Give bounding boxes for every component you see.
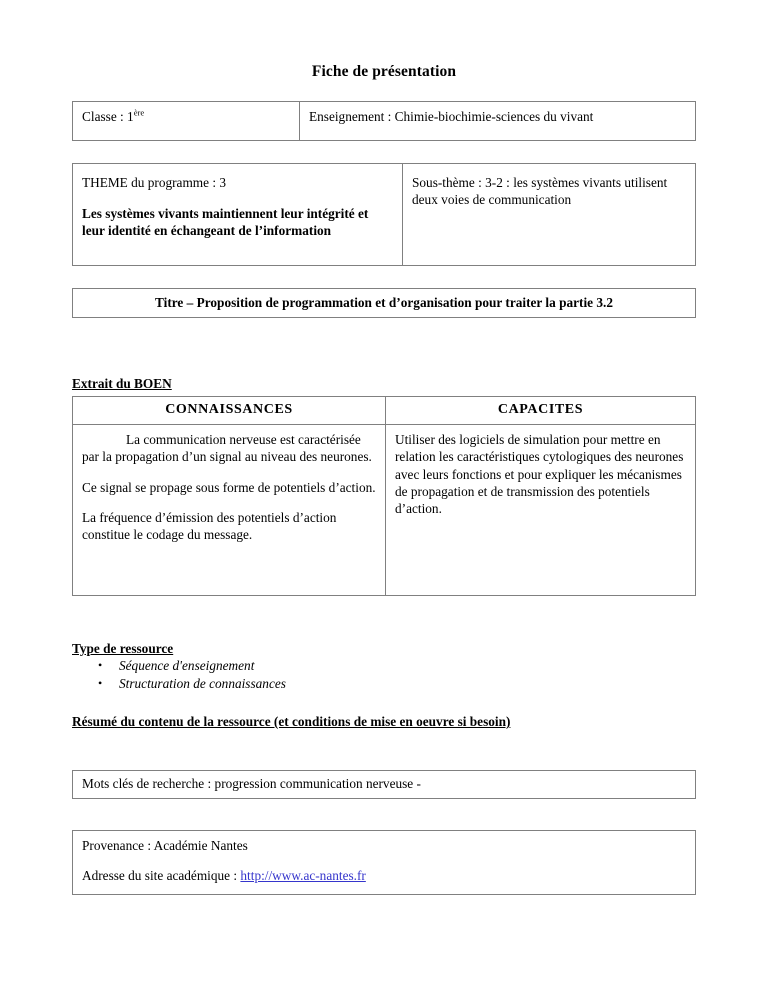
classe-label: Classe : 1: [82, 109, 134, 124]
column-header-connaissances: CONNAISSANCES: [73, 397, 386, 425]
mots-cles-text: Mots clés de recherche : progression communication nerveuse -: [82, 776, 421, 791]
theme-cell: [73, 164, 403, 266]
titre-text: Titre – Proposition de programmation et d’organisation pour traiter la partie 3.2: [155, 295, 613, 310]
titre-box: [72, 288, 696, 318]
connaissance-paragraph: La fréquence d’émission des potentiels d’action constitue le codage du message.: [82, 509, 337, 543]
connaissance-paragraph: La communication nerveuse est caractérisée par la propagation d’un signal au niveau des neurones.: [82, 432, 372, 465]
mots-cles-box: [72, 770, 696, 799]
resume-section-label: Résumé du contenu de la ressource (et conditions de mise en oeuvre si besoin): [72, 714, 511, 729]
sous-theme-cell: [403, 164, 696, 266]
capacites-cell: [386, 425, 696, 596]
provenance-line: Provenance : Académie Nantes: [82, 838, 248, 853]
type-ressource-list: [72, 657, 286, 694]
sous-theme-text: Sous-thème : 3-2 : les systèmes vivants utilisent deux voies de communication: [412, 175, 668, 207]
table-row: [73, 164, 696, 266]
column-header-capacites: CAPACITES: [386, 397, 696, 425]
enseignement-cell: Enseignement : Chimie-biochimie-sciences du vivant: [300, 102, 696, 141]
adresse-prefix: Adresse du site académique :: [82, 868, 241, 883]
adresse-line: [82, 868, 695, 884]
connaissance-paragraph: Ce signal se propage sous forme de potentiels d’action.: [82, 479, 376, 495]
provenance-box: [72, 830, 696, 895]
page-title: Fiche de présentation: [311, 63, 457, 80]
boen-table: [72, 396, 696, 596]
theme-table: [72, 163, 696, 266]
boen-section-label: Extrait du BOEN: [72, 376, 172, 391]
theme-programme-line: THEME du programme : 3: [82, 175, 227, 190]
table-header-row: [73, 397, 696, 425]
list-item: • Structuration de connaissances: [72, 675, 286, 693]
connaissances-cell: [73, 425, 386, 596]
list-item: • Séquence d'enseignement: [72, 657, 286, 675]
type-ressource-label: Type de ressource: [72, 641, 174, 656]
classe-cell: [73, 102, 300, 141]
theme-title: Les systèmes vivants maintiennent leur intégrité et leur identité en échangeant de l’information: [82, 205, 369, 238]
table-row: [73, 425, 696, 596]
capacite-paragraph: Utiliser des logiciels de simulation pour mettre en relation les caractéristiques cytologiques des neurones avec leurs fonctions et pour expliquer les mécanismes de propagation et de transmission des potentiels d’action.: [395, 432, 684, 517]
table-row: [73, 102, 696, 141]
classe-suffix: ère: [133, 107, 145, 118]
academic-site-link[interactable]: http://www.ac-nantes.fr: [240, 868, 366, 883]
classe-enseignement-table: [72, 101, 696, 141]
